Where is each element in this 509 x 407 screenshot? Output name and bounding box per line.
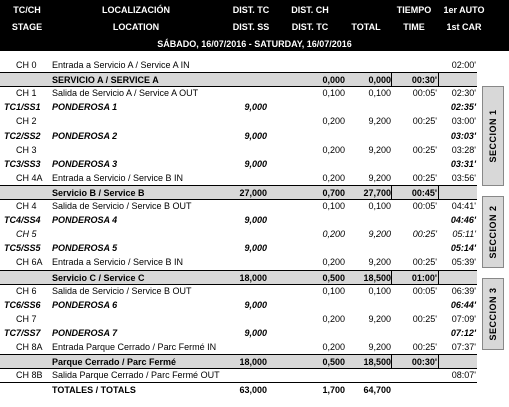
cell-time: 00:25'	[412, 342, 437, 352]
cell-stage: CH 8B	[16, 370, 43, 381]
cell-loc: Entrada Parque Cerrado / Parc Fermé IN	[52, 342, 217, 352]
header-dist-tc: DIST. TC	[232, 5, 270, 15]
cell-loc: PONDEROSA 6	[52, 299, 118, 310]
cell-stage: CH 4A	[16, 172, 43, 183]
cell-total: 0,000	[368, 75, 391, 86]
cell-time: 00:25'	[412, 116, 437, 127]
control-row	[0, 340, 477, 354]
totals-row	[0, 382, 477, 397]
cell-time: 00:05'	[412, 88, 437, 99]
cell-ch: 0,100	[322, 88, 345, 99]
cell-loc: Servicio C / Service C	[52, 272, 145, 283]
cell-loc: Salida de Servicio A / Service A OUT	[52, 88, 199, 99]
cell-total: 9,200	[368, 229, 391, 240]
cell-total: 0,100	[368, 285, 391, 296]
time-box	[391, 72, 439, 87]
control-row	[0, 227, 477, 241]
cell-stage: TC1/SS1	[4, 102, 41, 113]
cell-ch: 0,700	[322, 187, 345, 198]
cell-total: 9,200	[368, 172, 391, 183]
cell-car: 06:44'	[450, 299, 476, 310]
cell-car: 02:00'	[451, 60, 476, 70]
cell-ch: 0,100	[322, 201, 345, 211]
special-stage-row	[0, 298, 477, 312]
cell-stage: CH 0	[16, 60, 37, 70]
header-dist-ch-en: DIST. TC	[291, 22, 329, 32]
cell-time: 00:05'	[412, 285, 437, 296]
control-row	[0, 255, 477, 269]
cell-stage: TC4/SS4	[4, 215, 41, 226]
cell-total: 9,200	[368, 257, 391, 268]
cell-stage: TC3/SS3	[4, 158, 41, 169]
cell-stage: CH 3	[16, 144, 37, 155]
cell-car: 04:41'	[451, 201, 476, 211]
cell-loc: Salida de Servicio / Service B OUT	[52, 285, 192, 296]
cell-stage: CH 2	[16, 116, 37, 127]
cell-loc: PONDEROSA 2	[52, 130, 118, 141]
time-box	[391, 185, 439, 200]
header-stage-en: STAGE	[11, 22, 43, 32]
control-row	[0, 312, 477, 326]
cell-time: 00:30'	[411, 75, 437, 86]
cell-tc: 27,000	[239, 187, 267, 198]
cell-car: 05:11'	[452, 229, 476, 240]
cell-tc: 18,000	[239, 357, 267, 368]
cell-stage: TC7/SS7	[4, 327, 41, 338]
header-time-en: TIME	[403, 22, 425, 32]
control-row	[0, 171, 477, 185]
cell-time: 01:00'	[411, 272, 437, 283]
cell-loc: Parque Cerrado / Parc Fermé	[52, 357, 177, 368]
control-row	[0, 368, 477, 382]
cell-car: 07:09'	[451, 313, 476, 324]
cell-tc: 9,000	[244, 102, 267, 113]
cell-car: 03:00'	[451, 116, 476, 127]
cell-loc: Salida Parque Cerrado / Parc Fermé OUT	[52, 370, 220, 381]
column-header	[0, 0, 509, 38]
cell-loc: PONDEROSA 3	[52, 158, 118, 169]
header-stage-es: TC/CH	[13, 5, 41, 15]
cell-ch: 0,200	[322, 313, 345, 324]
cell-stage: CH 1	[16, 88, 37, 99]
cell-tc: 9,000	[244, 158, 267, 169]
special-stage-row	[0, 157, 477, 171]
cell-stage: CH 6	[16, 285, 37, 296]
cell-ch: 0,100	[322, 285, 345, 296]
cell-total: 9,200	[368, 116, 391, 127]
cell-car: 03:03'	[450, 130, 476, 141]
cell-car: 03:31'	[450, 158, 476, 169]
cell-ch: 0,200	[322, 229, 345, 240]
cell-car: 07:12'	[450, 327, 476, 338]
special-stage-row	[0, 326, 477, 340]
cell-ch: 0,200	[322, 342, 345, 352]
section-label-2: SECCION 2	[482, 196, 504, 268]
control-row	[0, 58, 477, 72]
control-row	[0, 86, 477, 100]
cell-car: 03:56'	[451, 172, 476, 183]
section-label-1: SECCION 1	[482, 86, 504, 186]
cell-time: 00:25'	[412, 257, 437, 268]
cell-tc: 9,000	[244, 243, 267, 254]
cell-total: 9,200	[368, 342, 391, 352]
cell-loc: Servicio B / Service B	[52, 187, 145, 198]
control-row	[0, 143, 477, 157]
header-first-car-en: 1st CAR	[446, 22, 482, 32]
cell-stage: TC2/SS2	[4, 130, 41, 141]
cell-car: 03:28'	[451, 144, 476, 155]
cell-loc: TOTALES / TOTALS	[52, 385, 136, 396]
special-stage-row	[0, 129, 477, 143]
cell-ch: 0,200	[322, 116, 345, 127]
cell-stage: CH 6A	[16, 257, 43, 268]
cell-car: 02:30'	[451, 88, 476, 99]
cell-loc: SERVICIO A / SERVICE A	[52, 75, 159, 86]
cell-tc: 9,000	[244, 299, 267, 310]
cell-time: 00:25'	[412, 229, 437, 240]
special-stage-row	[0, 213, 477, 227]
cell-ch: 0,500	[322, 357, 345, 368]
cell-stage: CH 5	[16, 229, 37, 240]
cell-ch: 0,200	[322, 257, 345, 268]
cell-stage: TC6/SS6	[4, 299, 41, 310]
control-row	[0, 284, 477, 298]
cell-total: 64,700	[363, 385, 391, 396]
cell-loc: PONDEROSA 7	[52, 327, 118, 338]
header-time-es: TIEMPO	[396, 5, 432, 15]
cell-stage: CH 8A	[16, 342, 43, 352]
header-total: TOTAL	[351, 22, 381, 32]
cell-car: 06:39'	[451, 285, 476, 296]
cell-tc: 9,000	[244, 215, 267, 226]
header-first-car-es: 1er AUTO	[443, 5, 485, 15]
cell-car: 05:39'	[451, 257, 476, 268]
cell-loc: Entrada a Servicio / Service B IN	[52, 257, 184, 268]
cell-loc: Entrada a Servicio / Service B IN	[52, 172, 184, 183]
cell-time: 00:25'	[412, 313, 437, 324]
cell-loc: PONDEROSA 5	[52, 243, 118, 254]
cell-car: 04:46'	[450, 215, 476, 226]
cell-loc: PONDEROSA 1	[52, 102, 118, 113]
cell-stage: CH 4	[16, 201, 37, 211]
cell-total: 18,500	[363, 272, 391, 283]
header-dist-ss: DIST. SS	[232, 22, 270, 32]
time-box	[391, 354, 439, 369]
special-stage-row	[0, 100, 477, 114]
cell-tc: 63,000	[239, 385, 267, 396]
cell-ch: 1,700	[322, 385, 345, 396]
cell-total: 18,500	[363, 357, 391, 368]
cell-stage: CH 7	[16, 313, 37, 324]
cell-ch: 0,200	[322, 144, 345, 155]
cell-time: 00:45'	[411, 187, 437, 198]
cell-total: 0,100	[368, 88, 391, 99]
control-row	[0, 114, 477, 128]
cell-loc: PONDEROSA 4	[52, 215, 118, 226]
cell-time: 00:05'	[412, 201, 437, 211]
cell-ch: 0,000	[322, 75, 345, 86]
cell-car: 08:07'	[451, 370, 476, 381]
cell-ch: 0,500	[322, 272, 345, 283]
cell-tc: 18,000	[239, 272, 267, 283]
cell-stage: TC5/SS5	[4, 243, 41, 254]
cell-loc: Entrada a Servicio A / Service A IN	[52, 60, 190, 70]
cell-tc: 9,000	[244, 130, 267, 141]
cell-car: 05:14'	[450, 243, 476, 254]
cell-total: 0,100	[368, 201, 391, 211]
header-location-es: LOCALIZACIÓN	[102, 5, 170, 15]
cell-car: 07:37'	[451, 342, 476, 352]
control-row	[0, 199, 477, 213]
cell-total: 9,200	[368, 144, 391, 155]
cell-ch: 0,200	[322, 172, 345, 183]
cell-time: 00:25'	[412, 144, 437, 155]
header-location-en: LOCATION	[112, 22, 160, 32]
cell-total: 27,700	[363, 187, 391, 198]
date-band: SÁBADO, 16/07/2016 - SATURDAY, 16/07/2016	[0, 38, 509, 51]
cell-tc: 9,000	[244, 327, 267, 338]
cell-total: 9,200	[368, 313, 391, 324]
header-dist-ch: DIST. CH	[291, 5, 329, 15]
cell-loc: Salida de Servicio / Service B OUT	[52, 201, 192, 211]
cell-time: 00:30'	[411, 357, 437, 368]
section-label-3: SECCION 3	[482, 278, 504, 350]
cell-time: 00:25'	[412, 172, 437, 183]
cell-car: 02:35'	[450, 102, 476, 113]
special-stage-row	[0, 241, 477, 255]
time-box	[391, 270, 439, 285]
